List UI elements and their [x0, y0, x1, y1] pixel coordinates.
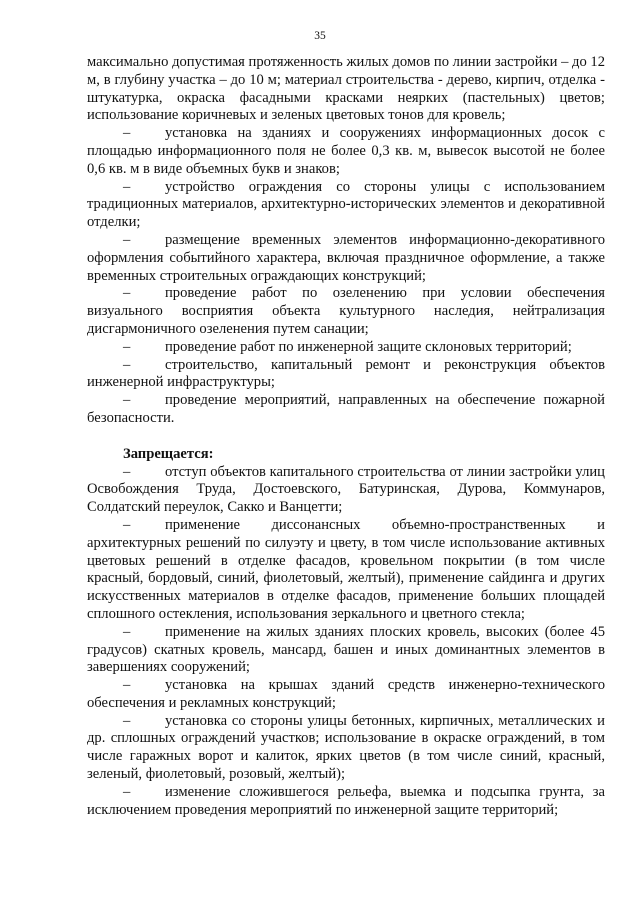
prohibited-list: [87, 464, 605, 820]
document-body: [87, 54, 605, 819]
list-item: [87, 179, 605, 232]
list-item-text: установка на зданиях и сооружениях информационных досок с площадью информационного поля не более 0,3 кв. м, вывесок высотой не более 0,6 кв. м в виде объемных букв и знаков;: [87, 125, 605, 177]
dash-marker: –: [123, 516, 131, 533]
dash-marker: –: [123, 392, 131, 409]
list-item-text: отступ объектов капитального строительства от линии застройки улиц Освобождения Труда, Достоевского, Батуринская, Дурова, Коммунаров, Солдатский переулок, Сакко и Ванцетти;: [87, 463, 605, 516]
list-item-text: применение на жилых зданиях плоских кровель, высоких (более 45 градусов) скатных кровель, мансард, башен и иных доминантных элементов в завершениях сооружений;: [87, 623, 605, 676]
dash-marker: –: [123, 231, 131, 248]
list-item: [87, 285, 605, 338]
list-item-text: изменение сложившегося рельефа, выемка и подсыпка грунта, за исключением проведения мероприятий по инженерной защите территорий;: [87, 783, 605, 818]
dash-marker: –: [123, 338, 131, 355]
list-item-text: установка со стороны улицы бетонных, кирпичных, металлических и др. сплошных ограждений участков; использование в окраске ограждений, в том числе гаражных ворот и калиток, ярких цветов (в том числе синий, красный, зеленый, фиолетовый, розовый, желтый);: [87, 712, 605, 783]
dash-marker: –: [123, 712, 131, 729]
list-item: [87, 357, 605, 393]
list-item: [87, 392, 605, 428]
list-item: [87, 125, 605, 178]
list-item-text: размещение временных элементов информационно-декоративного оформления событийного характера, включая праздничное оформление, а также временных строительных ограждающих конструкций;: [87, 231, 605, 284]
dash-marker: –: [123, 783, 131, 800]
dash-marker: –: [123, 623, 131, 640]
list-item-text: строительство, капитальный ремонт и реконструкция объектов инженерной инфраструктуры;: [87, 356, 605, 391]
list-item: [87, 517, 605, 624]
dash-marker: –: [123, 463, 131, 480]
page-number: 35: [314, 30, 326, 42]
list-item: [87, 784, 605, 820]
list-item: [87, 624, 605, 677]
list-item: [87, 464, 605, 517]
list-item: [87, 339, 605, 357]
dash-marker: –: [123, 677, 131, 694]
list-item-text: проведение работ по озеленению при условии обеспечения визуального восприятия объекта культурного наследия, нейтрализация дисгармоничного озеленения путем санации;: [87, 285, 605, 337]
list-item: [87, 677, 605, 713]
allowed-list: [87, 125, 605, 428]
dash-marker: –: [123, 178, 131, 195]
list-item-text: установка на крышах зданий средств инженерно-технического обеспечения и рекламных конструкций;: [87, 677, 605, 711]
list-item: [87, 713, 605, 784]
list-item: [87, 232, 605, 285]
list-item-text: устройство ограждения со стороны улицы с использованием традиционных материалов, архитектурно-исторических элементов и декоративной отделки;: [87, 178, 605, 231]
prohibited-heading: Запрещается:: [123, 445, 214, 462]
dash-marker: –: [123, 285, 131, 302]
dash-marker: –: [123, 356, 131, 373]
list-item-text: проведение мероприятий, направленных на обеспечение пожарной безопасности.: [87, 392, 605, 426]
list-item-text: проведение работ по инженерной защите склоновых территорий;: [165, 338, 572, 355]
list-item-text: применение диссонансных объемно-пространственных и архитектурных решений по силуэту и цвету, в том числе использование активных цветовых решений в отделке фасадов, кровельном покрытии (в том числе красный, бордовый, синий, фиолетовый, желтый), применение сайдинга и других искусственных материалов в отделке фасадов, применение больших площадей сплошного остекления, использования зеркального и цветного стекла;: [87, 516, 605, 622]
intro-paragraph: максимально допустимая протяженность жилых домов по линии застройки – до 12 м, в глубину участка – до 10 м; материал строительства - дерево, кирпич, отделка - штукатурка, окраска фасадными красками неярких (пастельных) цветов; использование коричневых и зеленых цветовых тонов для кровель;: [87, 54, 605, 124]
dash-marker: –: [123, 125, 131, 142]
